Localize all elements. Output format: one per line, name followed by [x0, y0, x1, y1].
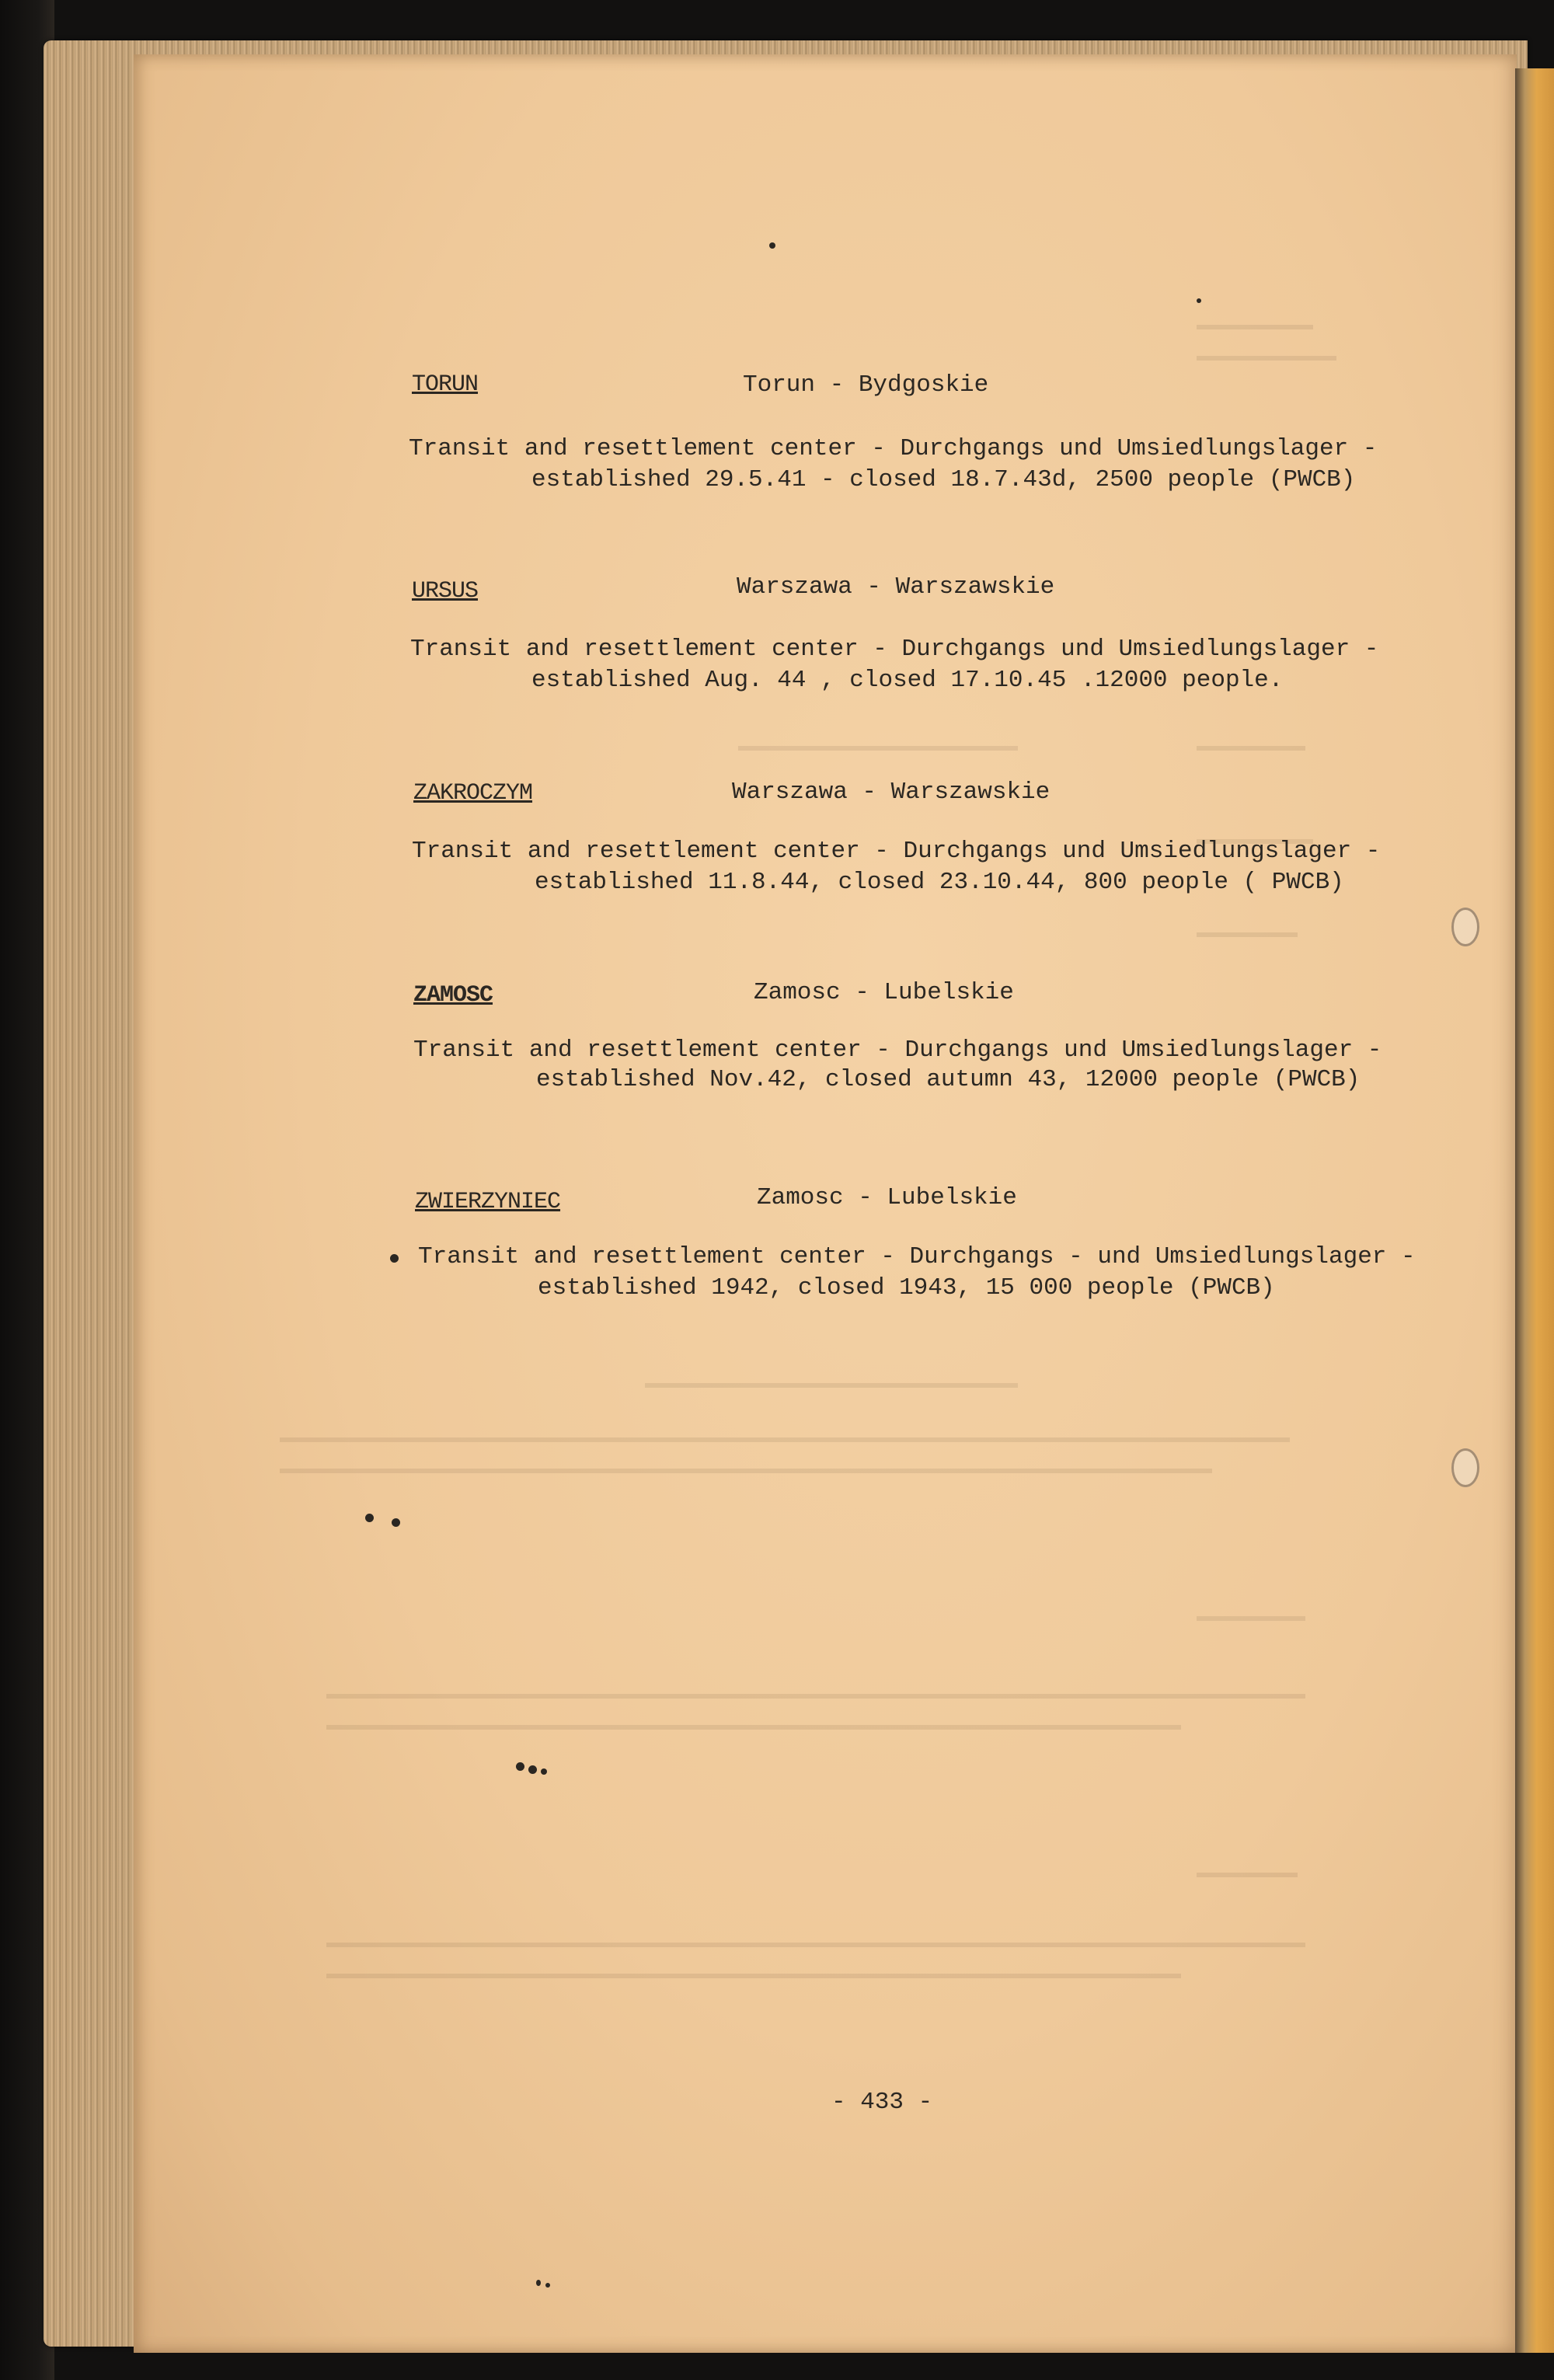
- entry-region: Warszawa - Warszawskie: [732, 779, 1051, 806]
- entry-dates: established 29.5.41 - closed 18.7.43d, 2500 people (PWCB): [531, 466, 1356, 493]
- entry-region: Zamosc - Lubelskie: [754, 979, 1014, 1006]
- ink-mark: [516, 1762, 524, 1771]
- entry-name: TORUN: [412, 371, 479, 398]
- page-number: - 433 -: [831, 2089, 933, 2116]
- ink-mark: [365, 1514, 374, 1522]
- entry-region: Zamosc - Lubelskie: [757, 1184, 1017, 1211]
- stray-dot: [769, 242, 775, 249]
- entry-dates: established Nov.42, closed autumn 43, 12000 people (PWCB): [536, 1066, 1361, 1093]
- entry-description: Transit and resettlement center - Durchgangs und Umsiedlungslager -: [410, 636, 1379, 663]
- entry-name: ZAMOSC: [413, 982, 493, 1009]
- ink-mark: [541, 1768, 547, 1775]
- entry-region: Torun - Bydgoskie: [743, 371, 989, 399]
- bullet-mark: [390, 1254, 399, 1263]
- entry-region: Warszawa - Warszawskie: [737, 573, 1055, 601]
- entry-description: Transit and resettlement center - Durchgangs und Umsiedlungslager -: [412, 838, 1381, 865]
- entry-name: ZWIERZYNIEC: [415, 1189, 561, 1215]
- entry-name: ZAKROCZYM: [413, 780, 533, 807]
- entry-description: Transit and resettlement center - Durchgangs und Umsiedlungslager -: [413, 1037, 1382, 1064]
- stray-dot: [1197, 298, 1201, 303]
- entry-dates: established 11.8.44, closed 23.10.44, 800 people ( PWCB): [535, 869, 1344, 896]
- entry-dates: established Aug. 44 , closed 17.10.45 .12000 people.: [531, 667, 1284, 694]
- entry-description: Transit and resettlement center - Durchgangs - und Umsiedlungslager -: [418, 1243, 1416, 1270]
- ink-mark: [392, 1518, 400, 1527]
- entry-name: URSUS: [412, 578, 479, 605]
- ink-mark: [545, 2283, 550, 2288]
- ink-mark: [536, 2280, 541, 2286]
- ink-mark: [528, 1765, 537, 1774]
- entry-dates: established 1942, closed 1943, 15 000 people (PWCB): [538, 1274, 1275, 1302]
- entry-description: Transit and resettlement center - Durchgangs und Umsiedlungslager -: [409, 435, 1378, 462]
